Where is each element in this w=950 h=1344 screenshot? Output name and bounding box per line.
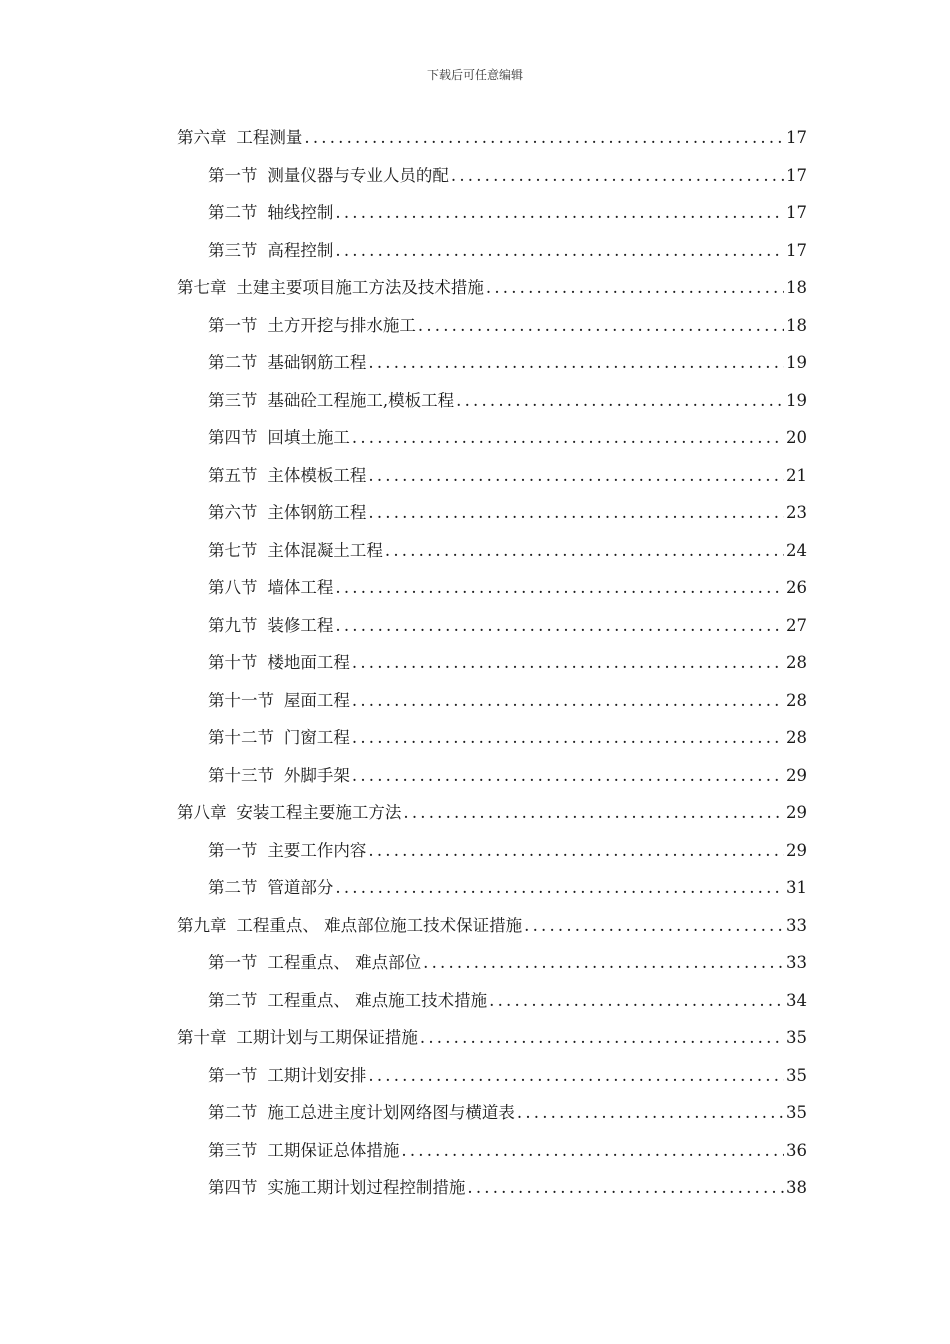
toc-section-entry[interactable] xyxy=(177,719,807,757)
toc-entry-label xyxy=(208,569,333,607)
toc-entry-title: 回填土施工 xyxy=(267,428,350,447)
toc-dot-leader xyxy=(352,644,784,682)
toc-entry-number: 第三节 xyxy=(208,1140,258,1160)
toc-entry-number: 第八节 xyxy=(208,578,258,597)
toc-entry-number: 第九节 xyxy=(208,615,258,635)
toc-page-number: 31 xyxy=(786,878,807,897)
toc-entry-label xyxy=(208,1169,465,1207)
toc-page-number: 29 xyxy=(786,840,807,860)
toc-section-entry[interactable] xyxy=(177,194,807,232)
toc-entry-title: 主体钢筋工程 xyxy=(267,503,367,522)
toc-dot-leader xyxy=(335,569,784,607)
toc-section-entry[interactable] xyxy=(177,1169,807,1207)
toc-dot-leader xyxy=(423,944,784,982)
toc-entry-number: 第二节 xyxy=(208,878,258,897)
toc-dot-leader xyxy=(335,194,784,232)
toc-entry-title: 外脚手架 xyxy=(283,765,350,785)
toc-entry-title: 工程重点、 难点部位施工技术保证措施 xyxy=(236,915,523,935)
toc-dot-leader xyxy=(335,869,784,907)
toc-entry-label xyxy=(177,1019,418,1057)
toc-page-number: 18 xyxy=(786,315,807,335)
toc-page-number: 17 xyxy=(786,240,807,260)
toc-dot-leader xyxy=(304,119,784,157)
toc-entry-number: 第一节 xyxy=(208,315,258,335)
toc-chapter-entry[interactable] xyxy=(177,1019,807,1057)
toc-chapter-entry[interactable] xyxy=(177,794,807,832)
toc-dot-leader xyxy=(524,907,784,945)
toc-entry-number: 第八章 xyxy=(177,803,227,822)
toc-dot-leader xyxy=(489,982,784,1020)
toc-section-entry[interactable] xyxy=(177,419,807,457)
toc-page-number: 17 xyxy=(786,128,807,147)
toc-entry-label xyxy=(177,119,302,157)
toc-entry-title: 实施工期计划过程控制措施 xyxy=(267,1178,466,1197)
toc-entry-label xyxy=(208,157,449,195)
toc-entry-number: 第一节 xyxy=(208,840,258,860)
toc-entry-title: 工期计划安排 xyxy=(267,1065,367,1085)
toc-section-entry[interactable] xyxy=(177,607,807,645)
toc-entry-title: 工程重点、 难点部位 xyxy=(267,953,422,972)
toc-entry-label xyxy=(208,682,350,720)
toc-page-number: 33 xyxy=(786,953,807,972)
toc-entry-label xyxy=(208,532,383,570)
toc-entry-number: 第三节 xyxy=(208,240,258,260)
toc-section-entry[interactable] xyxy=(177,869,807,907)
toc-dot-leader xyxy=(352,419,784,457)
toc-section-entry[interactable] xyxy=(177,382,807,420)
toc-entry-title: 工程测量 xyxy=(236,128,303,147)
toc-entry-number: 第十二节 xyxy=(208,728,274,747)
toc-entry-number: 第二节 xyxy=(208,203,258,222)
toc-page-number: 26 xyxy=(786,578,807,597)
toc-dot-leader xyxy=(368,457,784,495)
toc-entry-title: 施工总进主度计划网络图与横道表 xyxy=(267,1103,515,1122)
toc-entry-title: 高程控制 xyxy=(267,240,334,260)
toc-section-entry[interactable] xyxy=(177,1094,807,1132)
toc-section-entry[interactable] xyxy=(177,494,807,532)
toc-section-entry[interactable] xyxy=(177,682,807,720)
toc-page-number: 24 xyxy=(786,540,807,560)
toc-entry-title: 安装工程主要施工方法 xyxy=(236,803,402,822)
toc-page-number: 17 xyxy=(786,203,807,222)
toc-section-entry[interactable] xyxy=(177,344,807,382)
toc-entry-label xyxy=(208,869,333,907)
toc-entry-label xyxy=(208,832,366,870)
toc-entry-number: 第五节 xyxy=(208,465,258,485)
toc-dot-leader xyxy=(486,269,784,307)
toc-entry-number: 第十章 xyxy=(177,1028,227,1047)
toc-entry-label xyxy=(208,607,333,645)
toc-entry-title: 墙体工程 xyxy=(267,578,334,597)
toc-section-entry[interactable] xyxy=(177,307,807,345)
toc-section-entry[interactable] xyxy=(177,1057,807,1095)
toc-entry-title: 门窗工程 xyxy=(283,728,350,747)
toc-entry-number: 第十一节 xyxy=(208,690,274,710)
toc-entry-title: 轴线控制 xyxy=(267,203,334,222)
toc-entry-label xyxy=(208,719,350,757)
toc-entry-number: 第三节 xyxy=(208,390,258,410)
toc-entry-number: 第七章 xyxy=(177,278,227,297)
toc-page-number: 28 xyxy=(786,653,807,672)
toc-dot-leader xyxy=(517,1094,784,1132)
toc-entry-label xyxy=(177,907,522,945)
toc-page-number: 35 xyxy=(786,1028,807,1047)
toc-entry-label xyxy=(208,194,333,232)
toc-dot-leader xyxy=(352,682,784,720)
toc-page-number: 33 xyxy=(786,915,807,935)
toc-dot-leader xyxy=(420,1019,784,1057)
toc-entry-label xyxy=(208,344,366,382)
toc-page-number: 21 xyxy=(786,465,807,485)
toc-section-entry[interactable] xyxy=(177,832,807,870)
toc-section-entry[interactable] xyxy=(177,532,807,570)
toc-entry-number: 第二节 xyxy=(208,353,258,372)
toc-entry-label xyxy=(208,1057,366,1095)
toc-entry-label xyxy=(208,982,487,1020)
toc-dot-leader xyxy=(352,719,784,757)
toc-entry-title: 主体模板工程 xyxy=(267,465,367,485)
toc-entry-title: 工程重点、 难点施工技术措施 xyxy=(267,990,488,1010)
toc-entry-label xyxy=(177,794,401,832)
toc-entry-label xyxy=(208,457,366,495)
toc-dot-leader xyxy=(368,832,784,870)
toc-dot-leader xyxy=(418,307,784,345)
toc-section-entry[interactable] xyxy=(177,569,807,607)
toc-page-number: 17 xyxy=(786,165,807,185)
toc-entry-label xyxy=(177,269,484,307)
toc-entry-number: 第十节 xyxy=(208,653,258,672)
toc-entry-number: 第七节 xyxy=(208,540,258,560)
toc-page-number: 19 xyxy=(786,353,807,372)
toc-entry-title: 工期保证总体措施 xyxy=(267,1140,400,1160)
toc-section-entry[interactable] xyxy=(177,644,807,682)
toc-dot-leader xyxy=(456,382,784,420)
toc-entry-number: 第一节 xyxy=(208,953,258,972)
toc-entry-title: 楼地面工程 xyxy=(267,653,350,672)
toc-entry-number: 第四节 xyxy=(208,428,258,447)
toc-dot-leader xyxy=(368,1057,784,1095)
toc-entry-label xyxy=(208,232,333,270)
toc-entry-number: 第一节 xyxy=(208,165,258,185)
toc-entry-title: 土方开挖与排水施工 xyxy=(267,315,416,335)
toc-entry-title: 测量仪器与专业人员的配 xyxy=(267,165,449,185)
toc-dot-leader xyxy=(335,607,784,645)
toc-dot-leader xyxy=(403,794,784,832)
toc-entry-label xyxy=(208,944,421,982)
toc-dot-leader xyxy=(401,1132,784,1170)
toc-page-number: 23 xyxy=(786,503,807,522)
table-of-contents xyxy=(177,119,807,1207)
toc-chapter-entry[interactable] xyxy=(177,269,807,307)
toc-entry-number: 第一节 xyxy=(208,1065,258,1085)
toc-entry-title: 屋面工程 xyxy=(283,690,350,710)
toc-dot-leader xyxy=(335,232,784,270)
toc-page-number: 28 xyxy=(786,728,807,747)
toc-page-number: 27 xyxy=(786,615,807,635)
toc-entry-title: 工期计划与工期保证措施 xyxy=(236,1028,418,1047)
toc-entry-label xyxy=(208,1132,399,1170)
toc-section-entry[interactable] xyxy=(177,457,807,495)
toc-entry-number: 第二节 xyxy=(208,1103,258,1122)
toc-page-number: 20 xyxy=(786,428,807,447)
toc-entry-title: 基础钢筋工程 xyxy=(267,353,367,372)
toc-entry-title: 管道部分 xyxy=(267,878,334,897)
toc-section-entry[interactable] xyxy=(177,944,807,982)
toc-entry-title: 主要工作内容 xyxy=(267,840,367,860)
toc-entry-title: 基础砼工程施工,模板工程 xyxy=(267,390,455,410)
toc-entry-label xyxy=(208,382,454,420)
toc-chapter-entry[interactable] xyxy=(177,907,807,945)
toc-page-number: 18 xyxy=(786,278,807,297)
toc-page-number: 28 xyxy=(786,690,807,710)
toc-entry-label xyxy=(208,494,366,532)
toc-entry-number: 第九章 xyxy=(177,915,227,935)
toc-entry-title: 装修工程 xyxy=(267,615,334,635)
toc-page-number: 29 xyxy=(786,803,807,822)
toc-section-entry[interactable] xyxy=(177,757,807,795)
toc-entry-number: 第二节 xyxy=(208,990,258,1010)
toc-dot-leader xyxy=(352,757,784,795)
toc-section-entry[interactable] xyxy=(177,1132,807,1170)
toc-entry-label xyxy=(208,419,350,457)
toc-entry-number: 第六章 xyxy=(177,128,227,147)
toc-page-number: 34 xyxy=(786,990,807,1010)
toc-entry-label xyxy=(208,644,350,682)
toc-page-number: 35 xyxy=(786,1103,807,1122)
toc-entry-number: 第十三节 xyxy=(208,765,274,785)
toc-dot-leader xyxy=(368,344,784,382)
toc-dot-leader xyxy=(451,157,784,195)
toc-section-entry[interactable] xyxy=(177,232,807,270)
toc-entry-label xyxy=(208,307,416,345)
toc-dot-leader xyxy=(467,1169,784,1207)
toc-page-number: 36 xyxy=(786,1140,807,1160)
toc-entry-label xyxy=(208,1094,515,1132)
toc-entry-label xyxy=(208,757,350,795)
toc-section-entry[interactable] xyxy=(177,982,807,1020)
toc-entry-number: 第六节 xyxy=(208,503,258,522)
page-header: 下载后可任意编辑 xyxy=(426,68,523,82)
toc-page-number: 29 xyxy=(786,765,807,785)
toc-dot-leader xyxy=(385,532,784,570)
toc-dot-leader xyxy=(368,494,784,532)
toc-page-number: 38 xyxy=(786,1178,807,1197)
toc-chapter-entry[interactable] xyxy=(177,119,807,157)
toc-entry-title: 主体混凝土工程 xyxy=(267,540,383,560)
toc-page-number: 35 xyxy=(786,1065,807,1085)
toc-entry-title: 土建主要项目施工方法及技术措施 xyxy=(236,278,484,297)
toc-page-number: 19 xyxy=(786,390,807,410)
toc-section-entry[interactable] xyxy=(177,157,807,195)
toc-entry-number: 第四节 xyxy=(208,1178,258,1197)
